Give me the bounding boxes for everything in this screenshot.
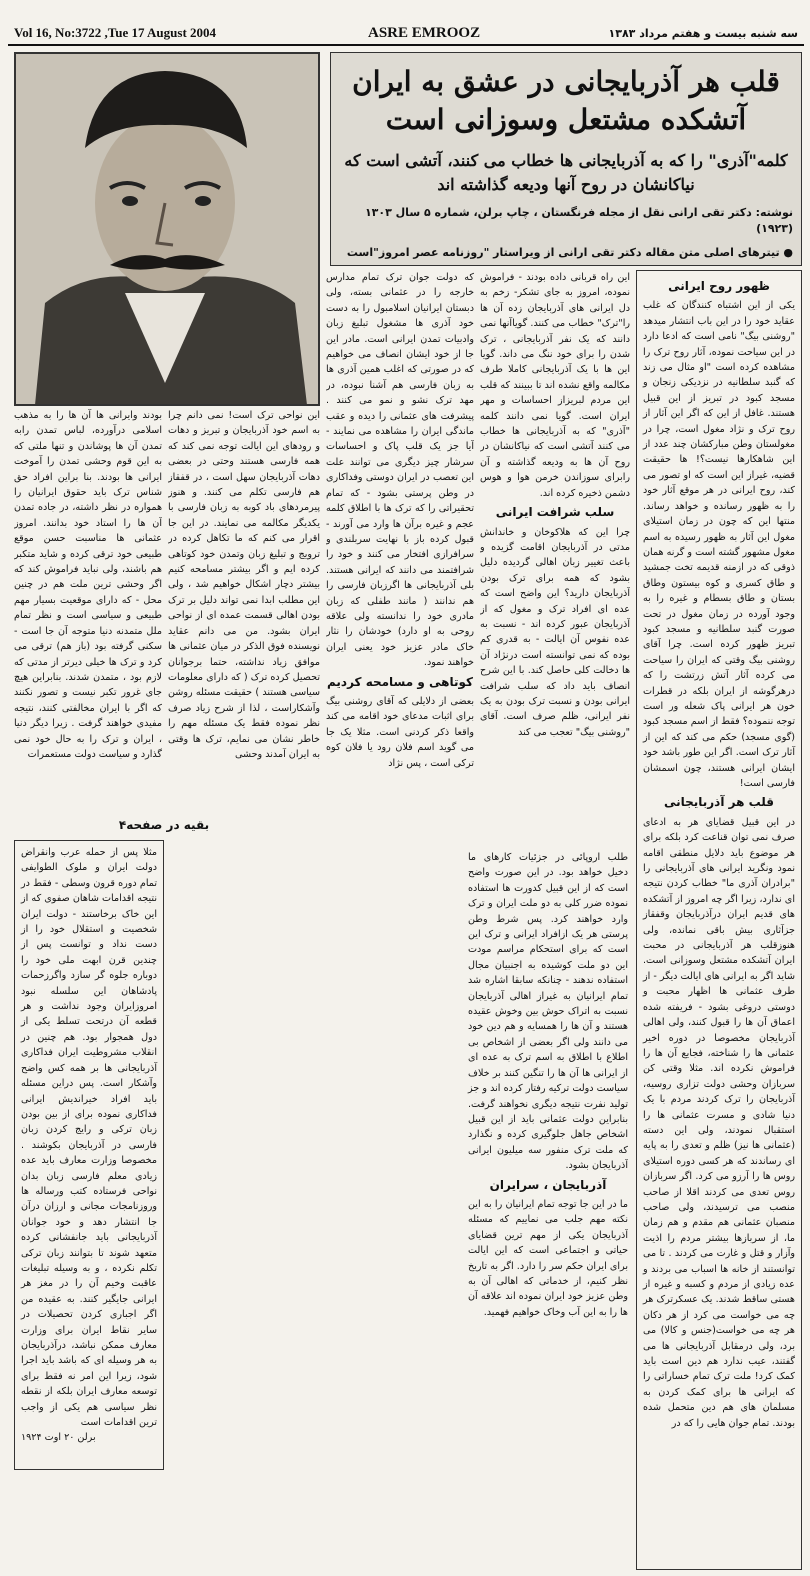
author-byline: نوشته: دکتر تقی ارانی نقل از مجله فرنگستان ، چاپ برلن، شماره ۵ سال ۱۳۰۳ (۱۹۲۳)	[364, 206, 793, 235]
left-column	[168, 408, 320, 808]
article-text: طلب اروپائی در جزئیات کارهای ما دخیل خواهد بود. در این صورت واضح است که از این قبیل کدورت ها استفاده نموده ضرر کلی به دو ملت ایران و ترک وارد خواهند کرد. پس شرط وطن پرستی هر یک ازافراد ایرانی و ترک این است که برای استحکام مراسم مودت این دو ملت کوشیده به اجنبیان مجال استفاده ندهند - چنانکه سابقا اشاره شد تمام ایرانیان به غیراز اهالی آذربایجان نسبت به اتراک حوش بین وخوش عقیده هستند و آن ها را همسایه و هم دین خود می دانند ولی اگر بعضی از اشخاص بی اطلاع با اطلاق به اسم ترک به عده ای از ایرانی ها آن ها را تنگین کنند بر خلاف سیاست دولت ترکیه رفتار کرده اند و جز تولید نفرت نتیجه دیگری نخواهند گرفت. بنابراین دولت عثمانی باید از این قبیل اشخاص جاهل جلوگیری کرده و نگذارد که ملت ترک منفور سه میلیون ایرانی آذربایجان بشود.	[468, 852, 628, 1172]
section-heading: قلب هر آذربایجانی	[663, 795, 775, 810]
paper-name: ASRE EMROOZ	[368, 24, 481, 41]
mid-left-column	[326, 270, 474, 800]
far-left-column	[14, 408, 162, 808]
headline-title: قلب هر آذربایجانی در عشق به ایران آتشکده مشتعل وسوزانی است	[352, 65, 780, 136]
article-text: بودند وایرانی ها آن ها را به مذهب اسلامی درآورده، لباس تمدن رابه تمدن آن ها پوشاندن و تنها ملتی که به این قوم وحشی تمدن را آموخت ایرانی ها بودند. بنا براین افراد حق شناس ترک باید حقوق ایرانیان را همواره در نظر داشته، در جاده تمدن آن ها را استاد خود بدانند. امروز عثمانی ها مناسبت حسن موقع طبیعی خود ترقی کرده و شاید متکبر هم باشند، ولی نباید فراموش کند که اگر وحشی ترین ملت هم در چنین محل - که دارای موقعیت بسیار مهم طبیعی و سیاسی است و نظر تمام ملل متمدنه دنیا متوجه آن جا است - سکنی گرفته بود (باز هم) ترقی می کرد و ترک ها خیلی دیرتر از مدتی که لازم بود ، متمدن شدند. بنابراین هیچ جای غرور تکبر نیست و تصور نکنند که اگر با ایران مخالفتی کنند، نتیجه مفیدی خواهند گرفت . زیرا دیگر دنیا ، ایران و ترک را به حال خود نمی گذارد و سیاست دولت مستعمرات	[14, 410, 162, 760]
article-text: که دولت جوان ترک تمام مدارس خارجه را در عثمانی بسته، ولی دبستان ایرانیان اسلامبول را به دست خود آذری ها مشغول تبلیغ زبان وادبیات تمدن ایرانی است. مادر این جا از خود ایشان انصاف می خواهیم که در صورتی که اغلب همین آذری ها به زبان فارسی هم آشنا نبوده، در مهد ترک نشو و نمو می کنند . پیشرفت های عثمانی را دیده و عقب ماندگی ایران را مشاهده می نمایند - آیا جز یک قلب پاک و احساسات سرشار چیز دیگری می توانند علت این تعصب در ایران دوستی وفداکاری در وطن پرستی بشود - که تمام تحقیراتی را که ترک ها با اطلاق کلمه عجم و غیره برآن ها وارد می آورند - قبول کرده باز با نهایت سربلندی و سرافرازی افتخار می کنند و خود را شرافتمند می دانند که ایرانی هستند. بلی آذربایجانی ها اگرزبان فارسی را هم ندانند ( مانند طفلی که زبان مادری خود را ندانسته ولی علاقه روحی به او دارد) خودشان را نثار خاک مادر عزیز خود یعنی ایران خواهند نمود.	[326, 272, 474, 669]
masthead	[8, 22, 804, 46]
persian-date: سه شنبه بیست و هفتم مرداد ۱۳۸۳	[608, 26, 798, 40]
portrait-drawing	[15, 53, 319, 405]
headline-box	[330, 52, 802, 266]
signoff: برلن ۲۰ اوت ۱۹۲۴	[21, 1432, 96, 1444]
article-text: در این قبیل قضایای هر به ادعای صرف نمی توان قناعت کرد بلکه برای هر موضوع باید دلایل منطقی اقامه نمود ونگرید ایرانی های آذربایجانی را "برادران آذری ما" خطاب کردن نتیجه ای ندارد، زیرا اگر چه امروز از آتشکده های قدیم ایران درآذربایجان وقفقاز جزآثاری بیش باقی نمانده، ولی هنوزقلب هر آذربایجانی در محبت ایران آتشکده مشتعل وسوزانی است. شاید اگر به ایرانی های ایالت دیگر - از طرف عثمانی ها اظهار محبت و دوستی دروغی بشود - فریفته شده اعماق آن ها را قبول کنند، ولی اهالی آذربایجان مخصوصا در دوره اخیر عثمانی ها را شناخته، فجایع آن ها را فراموش نکرده اند. مثلا وقتی کن سربازان وحشی دولت تزاری روسیه، آذربایجان را ترک کردند مردم با یک دنیا شادی و مسرت عثمانی ها را استقبال نمودند، ولی این دسته (عثمانی ها نیز) ظلم و تعدی را به پایه ای رساندند که هر کسی دوره استیلای روس ها را آرزو می کرد. اگر سربازان روس تعدی می کردند اقلا از صاحب منصب می ترسیدند، ولی صاحب منصبان عثمانی هم مقدم و هم زمان ما، از سربازها بیشتر مردم را اذیت وآزار و قتل و غارت می کردند . تا می توانستند از خانه ها اسباب می بردند و عده زیادی از مردم و کسبه و غیره از هستی ساقط شدند. یک عسکرترک هر چه می خواست می کرد از هر دکان هر چه می خواست(جنس و کالا) می برد، ولی درمقابل آذربایجانی ها می گفتند، عیب ندارد هم دین است باید کمک کرد! ملت ترک تمام خساراتی را که ایرانی ها برای کمک کردن به مسلمان های هم دین متحمل شده بودند. تمام جوان هایی را که در	[643, 816, 795, 1429]
continued-label: بقیه در صفحه۴	[118, 818, 210, 832]
article-text: این نواحی ترک است! نمی دانم چرا به اسم خود آذربایجان و تبریز و دهات و رودهای این ایالت توجه نمی کند که همه فارسی هستند وحتی در بعضی دهات آذربایجان سهل است ، در قفقاز هم فارسی تکلم می کنند. و هنوز پیرمردهای باد کوبه به زبان فارسی با یکدیگر مکالمه می نمایند. در این جا اقرار می کنم که ما تکاهل کرده در ترویج و تبلیغ زبان وتمدن خود کوتاهی کرده ایم و اگر بیشتر مسامحه کنیم بیشتر دچار اشکال خواهیم شد ، ولی این مطلب ابدا نمی تواند دلیل بر ترک بودن اهالی قسمت عمده ای از نواحی ایران بشود. من می دانم عقاید نویسنده فوق الذکر در میان عثمانی ها موافق زیاد نداشته، حتما برجوانان تحصیل کرده ترک ( که دارای معلومات سیاسی هستند ) حقیقت مسئله روشن وآشکاراست ، لذا از شرح زیاد صرف نظر نموده فقط یک مسئله مهم را خاطر نشان می نمایم، ترک ها وقتی به ایران آمدند وحشی	[168, 410, 320, 760]
section-heading: سلب شرافت ایرانی	[495, 505, 615, 520]
article-text: چرا این که هلاکوخان و خاندانش مدتی در آذربایجان اقامت گزیده و باعث تغییر زبان اهالی گردیده دلیل بشود که همه برای ترک بودن آذربایجان دارید؟ این واضح است که عده ای افراد ترک و مغول که از آذربایجان عبور کرده اند - نسبت به عده نفوس آن ایالت - به قدری کم بوده که نمی توانسته است درنژاد آن ها دخالت کلی حاصل کند. با این شرح انصاف باید داد که سلب شرافت ایرانی بودن و نسبت ترک بودن به یک نفر ایرانی، ظلم صرف است. آقای "روشنی بیگ" تعجب می کند	[480, 526, 630, 738]
bottom-left-column	[14, 840, 164, 1470]
issue-info: Vol 16, No:3722 ,Tue 17 August 2004	[14, 25, 217, 40]
section-heading: ظهور روح ایرانی	[668, 279, 770, 293]
article-text: مثلا پس از حمله عرب وانقراض دولت ایران و ملوک الطوایفی تمام دوره قرون وسطی - فقط در نتیجه اقدامات شاهان صفوی که از این خاک برخاستند - دولت ایران شخصیت و استقلال خود را از دست نداد و توانست پس از چندین قرن ابهت ملی خود را دوباره جلوه گر سازد واگرزحمات پادشاهان این سلسله نبود امروزایران وجود نداشت و هر قطعه آن درتحت تسلط یکی از دول همجوار بود. هم چنین در انقلاب مشروطیت ایران فداکاری آذربایجانی ها بر همه کس واضح وآشکار است. پس دراین مسئله باید افراد خیراندیش ایرانی فداکاری نموده برای از بین بودن زبان ترکی و رایج کردن زبان فارسی در آذربایجان بکوشند . مخصوصا وزارت معارف باید عده زیادی معلم فارسی زبان بدان نواحی فرستاده کتب ورساله ها وروزنامجات مجانی و ارزان درآن جا انتشار دهد و خود جوانان آذربایجانی باید جانفشانی کرده متعهد شوند تا بتوانند زبان ترکی تکلم نکرده ، و به وسیله تبلیغات عاقبت وخیم آن را در مغز هر ایرانی جایگیر کنند. به عقیده من اگر اجباری کردن تحصیلات در سایر نقاط ایران برای وزارت معارف ممکن نباشد، درآذربایجان به هر وسیله ای که باشد باید اجرا شود، زیرا این امر نه فقط برای توسعه معارف ایران بلکه از نقطه نظر سیاسی هم یکی از واجب ترین اقدامات است	[21, 847, 157, 1429]
section-heading: آذربایجان ، سرایران	[489, 1177, 607, 1192]
bottom-mid-column	[168, 850, 628, 1570]
mid-right-column	[480, 270, 630, 800]
article-text: ما در این جا توجه تمام ایرانیان را به این نکته مهم جلب می نماییم که مسئله آذربایجان یکی از مهم ترین قضایای حیاتی و اجتماعی است که این ایالت برای ایران حکم سر را دارد. اگر به تاریخ نظر کنیم، از خدماتی که اهالی آن به وطن عزیز خود ایران نموده اند علاقه آن ها را به این آب وخاک خواهیم فهمید.	[468, 1198, 628, 1318]
headline-subtitle: کلمه"آذری" را که به آذربایجانی ها خطاب می کنند، آتشی است که نیاکانشان در روح آنها ودیعه گذاشته اند	[344, 151, 788, 194]
article-text: یکی از این اشتباه کنندگان که غلب عقاید خود را در این باب انتشار میدهد "روشنی بیگ" نامی است که ادعا دارد در این سیاحت نموده، آثار روح ترک را مشاهده کرده است "او مثال می زند که گنبد سلطانیه در نزدیکی زنجان و مسجد کبود در تبریز از این قبیل هستند. غافل از این که اگر این آثار از روح ترک و نژاد مغول است، چرا در مغولستان وطن مبارکشان چند عدد از این شاهکارها نیست؟! ها حقیقت قضیه، غیراز این است که او تصور می کند، روح ایرانی در هر موقع آثار خود را به ظهور رسانده و خواهد رساند. منتها این که چون در زمان استیلای مغول این آثار به ظهور رسیده به اسم مغول مشهور گشته است و گرنه همان ذوقی که در ازمنه قدیمه تخت جمشید و طاق کسری و کوه بیستون وطاق بستان و طاق بسطام و غیره را به وجود آورده در زمان مغول در تحت صورت گنبد سلطانیه و مسجد کبود تبریز ظهور کرده است. چرا آقای روشنی بیگ وقتی که ایران را سیاحت می کرده آثار آتش زرتشت را که درهرگوشه از ایران بلکه در قطرات خون هر ایرانی پاک شعله ور است توجه ننموده؟ فقط از اسم مسجد کبود (گوی مسجد) حکم می کند که این از آثار ترک است. اگر این طور باشد خود ایشان ایرانی هستند، چون اسمشان فارسی است!	[642, 300, 795, 789]
author-portrait	[14, 52, 320, 406]
right-column	[636, 270, 802, 1570]
article-text: این راه قربانی داده بودند - فراموش نموده، امروز به جای تشکر- زخم به دل ایرانی های آذربایجان زده آن ها را"ترک" خطاب می کنند. گویاآنها نمی دانند که یک نفر آذربایجانی ، ترک شدن را برای خود ننگ می داند. گویا این ها با یک آذربایجانی کاملا طرف مکالمه واقع نشده اند تا ببینند که قلب این مردم لبریزاز احساسات و مهر ایران است. گویا نمی دانند کلمه "آذری" که به آذربایجانی ها خطاب می کنند آتشی است که نیاکانشان در روح آن ها به ودیعه گذاشته و آن رابرای سوزاندن خرمن هوا و هوس دشمن ذخیره کرده اند.	[480, 272, 630, 499]
section-heading: کوتاهی و مسامحه کردیم	[327, 674, 473, 689]
editor-note: ● تیترهای اصلی متن مقاله دکتر تقی ارانی از ویراستار "روزنامه عصر امروز"است	[346, 246, 793, 259]
article-text: بعضی از دلایلی که آقای روشنی بیگ برای اثبات مدعای خود اقامه می کند واقعا ذکر کردنی است. مثلا یک جا می گوید اسم فلان رود یا فلان کوه ترکی است ، پس نژاد	[326, 695, 474, 769]
